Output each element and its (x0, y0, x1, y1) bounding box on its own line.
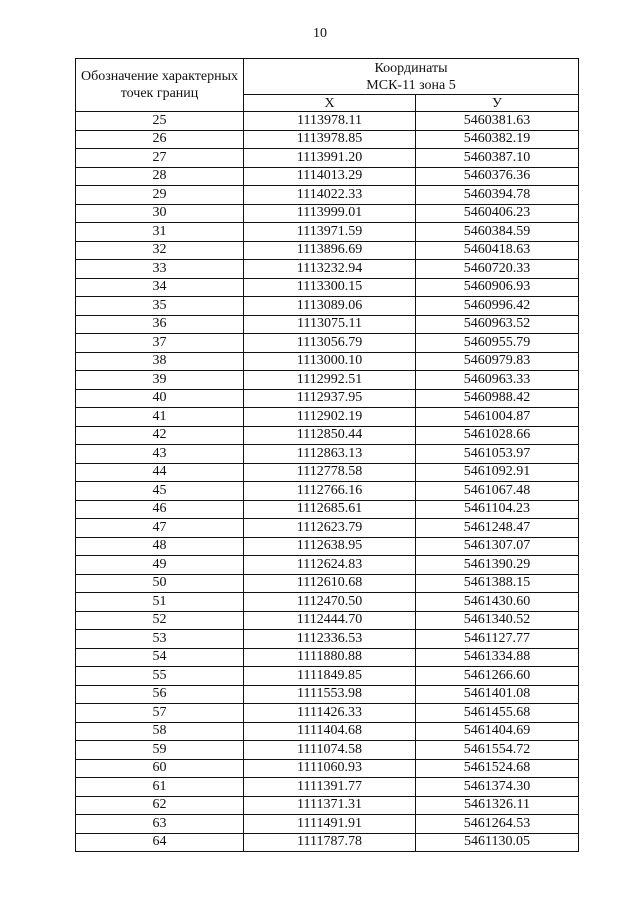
x-coordinate-cell: 1113000.10 (244, 352, 416, 371)
coordinates-table (75, 58, 579, 852)
table-row (76, 667, 579, 686)
x-column-header: X (244, 95, 416, 112)
y-coordinate-cell: 5461092.91 (416, 463, 579, 482)
table-row (76, 574, 579, 593)
x-coordinate-cell: 1112992.51 (244, 371, 416, 390)
table-row (76, 149, 579, 168)
y-coordinate-cell: 5461104.23 (416, 500, 579, 519)
table-row (76, 426, 579, 445)
y-coordinate-cell: 5461307.07 (416, 537, 579, 556)
x-coordinate-cell: 1111060.93 (244, 759, 416, 778)
point-number-cell: 48 (76, 537, 244, 556)
point-number-cell: 63 (76, 815, 244, 834)
table-row (76, 685, 579, 704)
table-row (76, 778, 579, 797)
coordinate-system-label: МСК-11 зона 5 (366, 77, 456, 93)
table-row (76, 371, 579, 390)
y-coordinate-cell: 5461374.30 (416, 778, 579, 797)
point-number-cell: 33 (76, 260, 244, 279)
y-coordinate-cell: 5460988.42 (416, 389, 579, 408)
y-coordinate-cell: 5461430.60 (416, 593, 579, 612)
x-coordinate-cell: 1114022.33 (244, 186, 416, 205)
point-number-cell: 27 (76, 149, 244, 168)
table-row (76, 408, 579, 427)
point-number-cell: 59 (76, 741, 244, 760)
coordinates-column-header (244, 59, 579, 95)
x-coordinate-cell: 1111553.98 (244, 685, 416, 704)
x-coordinate-cell: 1114013.29 (244, 167, 416, 186)
point-number-cell: 50 (76, 574, 244, 593)
point-number-cell: 41 (76, 408, 244, 427)
x-coordinate-cell: 1112444.70 (244, 611, 416, 630)
table-row (76, 223, 579, 242)
point-number-cell: 43 (76, 445, 244, 464)
x-coordinate-cell: 1113978.11 (244, 112, 416, 131)
y-coordinate-cell: 5460979.83 (416, 352, 579, 371)
point-number-cell: 25 (76, 112, 244, 131)
point-number-cell: 61 (76, 778, 244, 797)
point-number-cell: 26 (76, 130, 244, 149)
y-coordinate-cell: 5460384.59 (416, 223, 579, 242)
point-number-cell: 35 (76, 297, 244, 316)
point-number-cell: 53 (76, 630, 244, 649)
point-number-cell: 64 (76, 833, 244, 852)
table-row (76, 648, 579, 667)
table-body (76, 112, 579, 852)
y-coordinate-cell: 5460376.36 (416, 167, 579, 186)
x-coordinate-cell: 1113232.94 (244, 260, 416, 279)
y-coordinate-cell: 5461524.68 (416, 759, 579, 778)
table-row (76, 352, 579, 371)
point-number-cell: 42 (76, 426, 244, 445)
y-coordinate-cell: 5461390.29 (416, 556, 579, 575)
table-row (76, 500, 579, 519)
y-coordinate-cell: 5461028.66 (416, 426, 579, 445)
point-number-cell: 54 (76, 648, 244, 667)
table-row (76, 556, 579, 575)
x-coordinate-cell: 1113978.85 (244, 130, 416, 149)
table-row (76, 389, 579, 408)
x-coordinate-cell: 1113896.69 (244, 241, 416, 260)
x-coordinate-cell: 1112902.19 (244, 408, 416, 427)
y-coordinate-cell: 5460963.52 (416, 315, 579, 334)
point-number-cell: 58 (76, 722, 244, 741)
y-coordinate-cell: 5461248.47 (416, 519, 579, 538)
y-coordinate-cell: 5461266.60 (416, 667, 579, 686)
y-coordinate-cell: 5461004.87 (416, 408, 579, 427)
y-coordinate-cell: 5461404.69 (416, 722, 579, 741)
y-coordinate-cell: 5461053.97 (416, 445, 579, 464)
point-number-cell: 28 (76, 167, 244, 186)
y-coordinate-cell: 5461455.68 (416, 704, 579, 723)
table-row (76, 630, 579, 649)
point-number-cell: 49 (76, 556, 244, 575)
point-number-cell: 40 (76, 389, 244, 408)
y-coordinate-cell: 5460996.42 (416, 297, 579, 316)
table-row (76, 537, 579, 556)
x-coordinate-cell: 1112863.13 (244, 445, 416, 464)
point-number-cell: 36 (76, 315, 244, 334)
point-number-cell: 34 (76, 278, 244, 297)
x-coordinate-cell: 1112336.53 (244, 630, 416, 649)
page-number: 10 (313, 26, 327, 41)
point-number-cell: 51 (76, 593, 244, 612)
x-coordinate-cell: 1111491.91 (244, 815, 416, 834)
table-row (76, 704, 579, 723)
table-row (76, 463, 579, 482)
table-row (76, 833, 579, 852)
point-number-cell: 39 (76, 371, 244, 390)
x-coordinate-cell: 1113991.20 (244, 149, 416, 168)
table-row (76, 334, 579, 353)
table-header (76, 59, 579, 112)
point-number-cell: 30 (76, 204, 244, 223)
y-coordinate-cell: 5461554.72 (416, 741, 579, 760)
table-row (76, 260, 579, 279)
x-coordinate-cell: 1112624.83 (244, 556, 416, 575)
x-coordinate-cell: 1113056.79 (244, 334, 416, 353)
table-row (76, 297, 579, 316)
y-coordinate-cell: 5461264.53 (416, 815, 579, 834)
y-coordinate-cell: 5460387.10 (416, 149, 579, 168)
y-coordinate-cell: 5460955.79 (416, 334, 579, 353)
point-number-cell: 31 (76, 223, 244, 242)
table-row (76, 796, 579, 815)
coordinates-label: Координаты (374, 60, 448, 76)
x-coordinate-cell: 1112685.61 (244, 500, 416, 519)
table-row (76, 445, 579, 464)
x-coordinate-cell: 1112470.50 (244, 593, 416, 612)
point-number-cell: 55 (76, 667, 244, 686)
table-row (76, 759, 579, 778)
table-row (76, 167, 579, 186)
x-coordinate-cell: 1111404.68 (244, 722, 416, 741)
y-coordinate-cell: 5460963.33 (416, 371, 579, 390)
x-coordinate-cell: 1113971.59 (244, 223, 416, 242)
table-row (76, 112, 579, 131)
y-coordinate-cell: 5461127.77 (416, 630, 579, 649)
y-coordinate-cell: 5460418.63 (416, 241, 579, 260)
point-number-cell: 37 (76, 334, 244, 353)
x-coordinate-cell: 1111371.31 (244, 796, 416, 815)
y-coordinate-cell: 5460382.19 (416, 130, 579, 149)
point-number-cell: 45 (76, 482, 244, 501)
table-row (76, 204, 579, 223)
x-coordinate-cell: 1111074.58 (244, 741, 416, 760)
y-coordinate-cell: 5460906.93 (416, 278, 579, 297)
x-coordinate-cell: 1112610.68 (244, 574, 416, 593)
table-row (76, 593, 579, 612)
x-coordinate-cell: 1112766.16 (244, 482, 416, 501)
y-coordinate-cell: 5461340.52 (416, 611, 579, 630)
x-coordinate-cell: 1113999.01 (244, 204, 416, 223)
point-number-cell: 46 (76, 500, 244, 519)
y-column-header: У (416, 95, 579, 112)
y-coordinate-cell: 5460381.63 (416, 112, 579, 131)
x-coordinate-cell: 1112850.44 (244, 426, 416, 445)
point-column-header: Обозначение характерных точек границ (76, 59, 244, 112)
y-coordinate-cell: 5461130.05 (416, 833, 579, 852)
x-coordinate-cell: 1113075.11 (244, 315, 416, 334)
point-number-cell: 60 (76, 759, 244, 778)
table-row (76, 519, 579, 538)
x-coordinate-cell: 1112638.95 (244, 537, 416, 556)
y-coordinate-cell: 5461326.11 (416, 796, 579, 815)
y-coordinate-cell: 5460720.33 (416, 260, 579, 279)
x-coordinate-cell: 1111880.88 (244, 648, 416, 667)
point-number-cell: 57 (76, 704, 244, 723)
point-number-cell: 44 (76, 463, 244, 482)
table-row (76, 611, 579, 630)
y-coordinate-cell: 5461334.88 (416, 648, 579, 667)
y-coordinate-cell: 5461401.08 (416, 685, 579, 704)
table-row (76, 815, 579, 834)
x-coordinate-cell: 1111391.77 (244, 778, 416, 797)
point-number-cell: 56 (76, 685, 244, 704)
table-row (76, 482, 579, 501)
x-coordinate-cell: 1111849.85 (244, 667, 416, 686)
point-number-cell: 52 (76, 611, 244, 630)
table-row (76, 278, 579, 297)
point-number-cell: 32 (76, 241, 244, 260)
x-coordinate-cell: 1112623.79 (244, 519, 416, 538)
point-number-cell: 47 (76, 519, 244, 538)
table-row (76, 315, 579, 334)
y-coordinate-cell: 5461388.15 (416, 574, 579, 593)
table-row (76, 186, 579, 205)
x-coordinate-cell: 1112778.58 (244, 463, 416, 482)
x-coordinate-cell: 1111426.33 (244, 704, 416, 723)
table-row (76, 722, 579, 741)
x-coordinate-cell: 1112937.95 (244, 389, 416, 408)
y-coordinate-cell: 5460394.78 (416, 186, 579, 205)
x-coordinate-cell: 1113300.15 (244, 278, 416, 297)
y-coordinate-cell: 5460406.23 (416, 204, 579, 223)
point-number-cell: 29 (76, 186, 244, 205)
table-row (76, 241, 579, 260)
x-coordinate-cell: 1113089.06 (244, 297, 416, 316)
x-coordinate-cell: 1111787.78 (244, 833, 416, 852)
y-coordinate-cell: 5461067.48 (416, 482, 579, 501)
table-row (76, 130, 579, 149)
point-number-cell: 62 (76, 796, 244, 815)
point-number-cell: 38 (76, 352, 244, 371)
table-row (76, 741, 579, 760)
